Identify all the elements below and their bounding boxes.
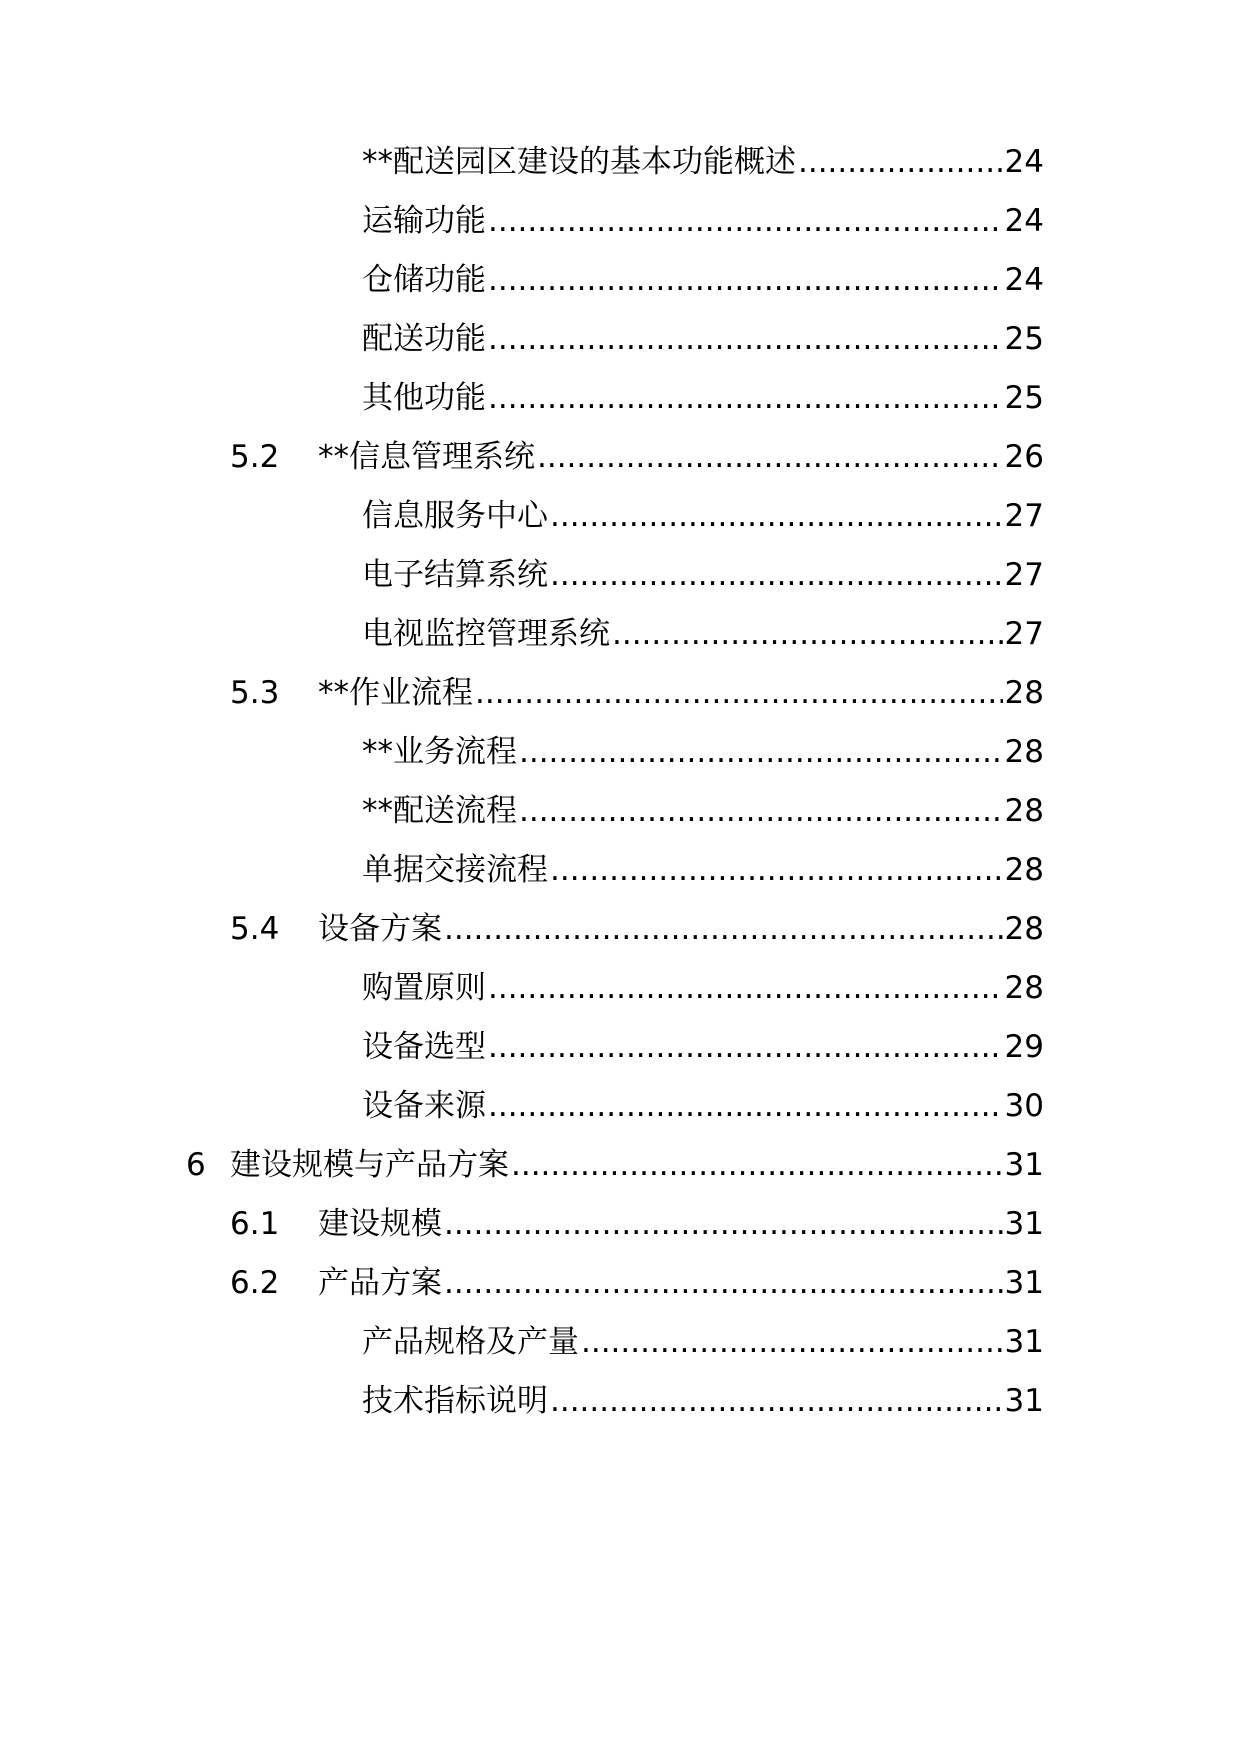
toc-leader-dots (798, 140, 1003, 184)
toc-entry-title: 仓储功能 (362, 262, 486, 298)
toc-leader-dots (550, 848, 1003, 892)
toc-entry-section[interactable] (230, 671, 1044, 715)
toc-entry-number: 6.1 (230, 1206, 280, 1242)
toc-entry-title: 产品方案 (318, 1265, 442, 1301)
toc-leader-dots (581, 1320, 1003, 1364)
toc-entry-page: 24 (1004, 144, 1044, 180)
toc-entry-page: 29 (1004, 1029, 1044, 1065)
toc-entry-page: 25 (1004, 380, 1044, 416)
toc-entry-section[interactable] (230, 907, 1044, 951)
toc-entry-page: 28 (1004, 852, 1044, 888)
toc-entry-number: 6.2 (230, 1265, 280, 1301)
toc-entry-page: 27 (1004, 557, 1044, 593)
toc-leader-dots (550, 553, 1003, 597)
toc-entry-page: 28 (1004, 793, 1044, 829)
toc-entry[interactable] (362, 553, 1044, 597)
toc-entry[interactable] (362, 789, 1044, 833)
toc-entry[interactable] (362, 258, 1044, 302)
toc-entry-page: 28 (1004, 675, 1044, 711)
toc-leader-dots (612, 612, 1003, 656)
toc-entry-number: 5.3 (230, 675, 280, 711)
toc-entry-page: 31 (1004, 1147, 1044, 1183)
toc-leader-dots (488, 1084, 1003, 1128)
toc-entry-title: 购置原则 (362, 970, 486, 1006)
toc-leader-dots (444, 1202, 1003, 1246)
toc-entry-title: 建设规模 (318, 1206, 442, 1242)
toc-entry[interactable] (362, 1025, 1044, 1069)
toc-leader-dots (519, 789, 1003, 833)
toc-leader-dots (488, 1025, 1003, 1069)
toc-entry-chapter[interactable] (186, 1143, 1044, 1187)
toc-entry-section[interactable] (230, 435, 1044, 479)
toc-entry-title: 运输功能 (362, 203, 486, 239)
toc-entry-number: 5.4 (230, 911, 280, 947)
toc-entry-title: 配送功能 (362, 321, 486, 357)
toc-entry-title: **业务流程 (362, 734, 517, 770)
toc-entry-page: 28 (1004, 734, 1044, 770)
toc-entry[interactable] (362, 140, 1044, 184)
toc-entry-page: 26 (1004, 439, 1044, 475)
toc-entry-title: **配送园区建设的基本功能概述 (362, 144, 796, 180)
toc-entry-page: 27 (1004, 616, 1044, 652)
toc-entry-title: 建设规模与产品方案 (230, 1147, 509, 1183)
toc-entry-title: 电视监控管理系统 (362, 616, 610, 652)
toc-leader-dots (488, 966, 1003, 1010)
toc-entry-title: 产品规格及产量 (362, 1324, 579, 1360)
toc-entry-page: 24 (1004, 262, 1044, 298)
toc-entry[interactable] (362, 317, 1044, 361)
toc-entry-title: 设备方案 (318, 911, 442, 947)
toc-entry[interactable] (362, 612, 1044, 656)
toc-entry-section[interactable] (230, 1261, 1044, 1305)
toc-leader-dots (488, 317, 1003, 361)
toc-entry-page: 31 (1004, 1324, 1044, 1360)
toc-entry-title: **配送流程 (362, 793, 517, 829)
toc-entry-title: 电子结算系统 (362, 557, 548, 593)
toc-entry[interactable] (362, 966, 1044, 1010)
toc-entry-title: **信息管理系统 (318, 439, 535, 475)
toc-entry-page: 31 (1004, 1206, 1044, 1242)
toc-leader-dots (550, 1379, 1003, 1423)
toc-leader-dots (550, 494, 1003, 538)
toc-entry[interactable] (362, 848, 1044, 892)
toc-entry-title: 技术指标说明 (362, 1383, 548, 1419)
toc-leader-dots (488, 376, 1003, 420)
toc-entry-page: 25 (1004, 321, 1044, 357)
toc-entry-title: 信息服务中心 (362, 498, 548, 534)
toc-entry-section[interactable] (230, 1202, 1044, 1246)
toc-entry-number: 5.2 (230, 439, 280, 475)
toc-entry[interactable] (362, 376, 1044, 420)
toc-leader-dots (511, 1143, 1003, 1187)
toc-leader-dots (444, 907, 1003, 951)
toc-entry-number: 6 (186, 1147, 206, 1183)
toc-entry[interactable] (362, 730, 1044, 774)
toc-entry-page: 24 (1004, 203, 1044, 239)
toc-entry-title: 单据交接流程 (362, 852, 548, 888)
toc-entry[interactable] (362, 1379, 1044, 1423)
toc-entry-title: 设备选型 (362, 1029, 486, 1065)
toc-entry-title: **作业流程 (318, 675, 473, 711)
toc-entry-page: 30 (1004, 1088, 1044, 1124)
toc-entry-page: 28 (1004, 911, 1044, 947)
toc-entry-page: 27 (1004, 498, 1044, 534)
toc-entry-page: 31 (1004, 1265, 1044, 1301)
toc-entry[interactable] (362, 199, 1044, 243)
toc-leader-dots (488, 258, 1003, 302)
toc-entry[interactable] (362, 1320, 1044, 1364)
toc-entry-title: 设备来源 (362, 1088, 486, 1124)
toc-leader-dots (488, 199, 1003, 243)
toc-leader-dots (537, 435, 1003, 479)
toc-entry-page: 28 (1004, 970, 1044, 1006)
toc-leader-dots (444, 1261, 1003, 1305)
toc-entry[interactable] (362, 494, 1044, 538)
toc-leader-dots (475, 671, 1003, 715)
toc-entry[interactable] (362, 1084, 1044, 1128)
toc-entry-page: 31 (1004, 1383, 1044, 1419)
toc-entry-title: 其他功能 (362, 380, 486, 416)
toc-leader-dots (519, 730, 1003, 774)
